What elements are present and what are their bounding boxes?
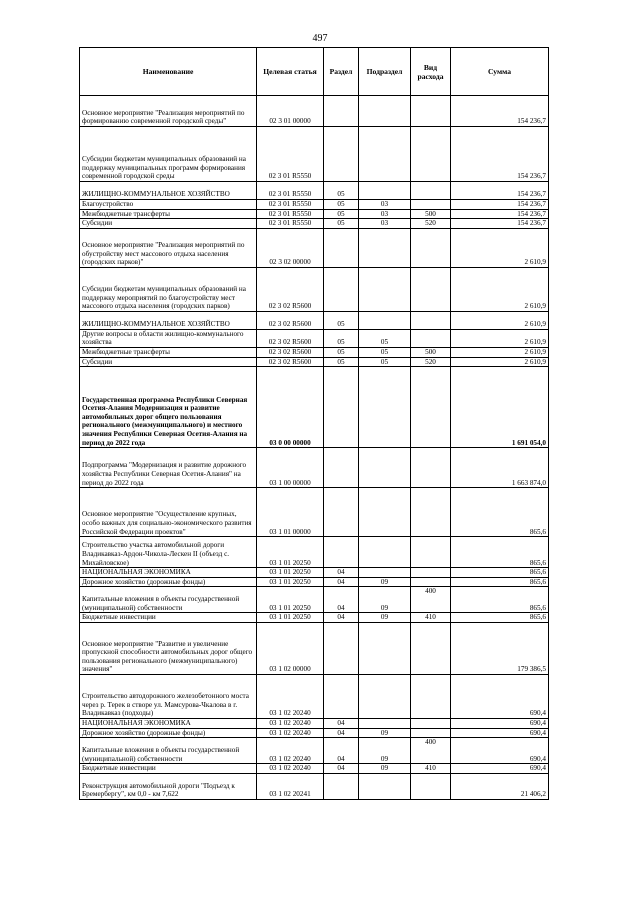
row-csr: 03 1 00 00000: [257, 448, 324, 488]
table-row: [80, 577, 549, 587]
table-row: [80, 728, 549, 738]
row-sum: 2 610,9: [451, 347, 549, 357]
row-csr: 03 1 02 00000: [257, 622, 324, 674]
row-razdel: [324, 127, 359, 182]
row-sum: 2 610,9: [451, 267, 549, 311]
row-razdel: 05: [324, 357, 359, 367]
row-vr: 410: [411, 613, 451, 623]
row-name: Основное мероприятие "Осуществление крупных, особо важных для социально-экономического развития Российской Федерации проектов": [80, 488, 257, 537]
budget-table: [79, 47, 549, 800]
row-name: Подпрограмма "Модернизация и развитие дорожного хозяйства Республики Северная Осетия-Алания" на период до 2022 года: [80, 448, 257, 488]
row-name: Субсидии бюджетам муниципальных образований на поддержку мероприятий по благоустройству мест массового отдыха населения (городских парков): [80, 267, 257, 311]
row-sum: 865,6: [451, 488, 549, 537]
row-razdel: 05: [324, 329, 359, 347]
header-podrazdel: Подраздел: [359, 48, 411, 96]
row-vr: [411, 622, 451, 674]
row-sum: 690,4: [451, 738, 549, 764]
row-name: Государственная программа Республики Северная Осетия-Алания Модернизация и развитие автомобильных дорог общего пользования регионального (межмуниципального) и местного значения Республики Северная Осетия-Алания на период до 2022 года: [80, 367, 257, 448]
row-sum: 154 236,7: [451, 209, 549, 219]
row-sum: 154 236,7: [451, 127, 549, 182]
row-name: Субсидии: [80, 219, 257, 229]
row-vr: [411, 674, 451, 718]
row-podrazdel: [359, 367, 411, 448]
row-vr: [411, 311, 451, 329]
row-razdel: [324, 367, 359, 448]
row-podrazdel: [359, 311, 411, 329]
row-name: Бюджетные инвестиции: [80, 613, 257, 623]
row-sum: 179 386,5: [451, 622, 549, 674]
row-podrazdel: [359, 488, 411, 537]
row-csr: 02 3 02 R5600: [257, 311, 324, 329]
table-row: [80, 182, 549, 200]
row-razdel: [324, 537, 359, 568]
row-name: НАЦИОНАЛЬНАЯ ЭКОНОМИКА: [80, 568, 257, 578]
row-razdel: 05: [324, 182, 359, 200]
row-vr: [411, 182, 451, 200]
row-vr: [411, 728, 451, 738]
row-vr: 400: [411, 738, 451, 764]
row-podrazdel: 05: [359, 329, 411, 347]
row-razdel: 05: [324, 200, 359, 210]
header-csr: Целевая статья: [257, 48, 324, 96]
table-row: [80, 773, 549, 799]
table-row: [80, 718, 549, 728]
row-podrazdel: 09: [359, 738, 411, 764]
row-vr: [411, 200, 451, 210]
row-vr: [411, 228, 451, 267]
row-razdel: 04: [324, 568, 359, 578]
row-name: Межбюджетные трансферты: [80, 347, 257, 357]
row-podrazdel: [359, 127, 411, 182]
table-row: [80, 367, 549, 448]
table-row: [80, 96, 549, 127]
row-name: Благоустройство: [80, 200, 257, 210]
row-csr: 03 1 01 00000: [257, 488, 324, 537]
row-name: НАЦИОНАЛЬНАЯ ЭКОНОМИКА: [80, 718, 257, 728]
row-podrazdel: 09: [359, 587, 411, 613]
row-name: Субсидии бюджетам муниципальных образований на поддержку муниципальных программ формирования современной городской среды: [80, 127, 257, 182]
row-sum: 154 236,7: [451, 182, 549, 200]
row-razdel: 04: [324, 738, 359, 764]
row-podrazdel: 03: [359, 219, 411, 229]
row-csr: 03 0 00 00000: [257, 367, 324, 448]
row-razdel: 05: [324, 219, 359, 229]
table-row: [80, 622, 549, 674]
row-csr: 03 1 02 20240: [257, 718, 324, 728]
table-row: [80, 347, 549, 357]
row-sum: 2 610,9: [451, 228, 549, 267]
row-name: Дорожное хозяйство (дорожные фонды): [80, 728, 257, 738]
row-podrazdel: [359, 674, 411, 718]
row-vr: [411, 367, 451, 448]
row-podrazdel: [359, 568, 411, 578]
row-podrazdel: 05: [359, 357, 411, 367]
row-csr: 02 3 01 R5550: [257, 219, 324, 229]
row-csr: 02 3 02 R5600: [257, 329, 324, 347]
row-vr: [411, 96, 451, 127]
header-sum: Сумма: [451, 48, 549, 96]
row-vr: [411, 329, 451, 347]
row-csr: 03 1 02 20241: [257, 773, 324, 799]
row-sum: 2 610,9: [451, 311, 549, 329]
row-podrazdel: [359, 718, 411, 728]
row-podrazdel: 09: [359, 764, 411, 774]
row-podrazdel: [359, 448, 411, 488]
row-csr: 02 3 02 00000: [257, 228, 324, 267]
header-row: [80, 48, 549, 96]
row-csr: 02 3 02 R5600: [257, 347, 324, 357]
table-row: [80, 127, 549, 182]
table-row: [80, 568, 549, 578]
row-name: Строительство участка автомобильной дороги Владикавказ-Ардон-Чикола-Лескен II (объезд с. Михайловское): [80, 537, 257, 568]
row-podrazdel: [359, 773, 411, 799]
header-razdel: Раздел: [324, 48, 359, 96]
table-row: [80, 613, 549, 623]
row-sum: 690,4: [451, 718, 549, 728]
row-vr: [411, 577, 451, 587]
row-vr: 500: [411, 209, 451, 219]
row-csr: 02 3 01 R5550: [257, 127, 324, 182]
row-csr: 02 3 01 R5550: [257, 209, 324, 219]
row-podrazdel: [359, 182, 411, 200]
table-row: [80, 200, 549, 210]
row-vr: [411, 773, 451, 799]
row-csr: 03 1 01 20250: [257, 613, 324, 623]
row-podrazdel: 03: [359, 200, 411, 210]
row-csr: 03 1 02 20240: [257, 738, 324, 764]
table-row: [80, 537, 549, 568]
row-vr: 410: [411, 764, 451, 774]
row-csr: 03 1 01 20250: [257, 537, 324, 568]
row-razdel: 05: [324, 311, 359, 329]
row-name: Реконструкция автомобильной дороги "Подъезд к Бремербергу", км 0,0 - км 7,622: [80, 773, 257, 799]
row-sum: 21 406,2: [451, 773, 549, 799]
row-podrazdel: [359, 228, 411, 267]
row-name: Основное мероприятие "Реализация мероприятий по обустройству мест массового отдыха населения (городских парков)": [80, 228, 257, 267]
row-name: Субсидии: [80, 357, 257, 367]
table-row: [80, 219, 549, 229]
row-razdel: 04: [324, 587, 359, 613]
row-podrazdel: [359, 96, 411, 127]
table-row: [80, 209, 549, 219]
row-sum: 865,6: [451, 613, 549, 623]
row-razdel: [324, 96, 359, 127]
header-name: Наименование: [80, 48, 257, 96]
row-vr: 520: [411, 219, 451, 229]
row-sum: 2 610,9: [451, 329, 549, 347]
row-razdel: [324, 622, 359, 674]
row-sum: 865,6: [451, 537, 549, 568]
row-sum: 1 663 874,0: [451, 448, 549, 488]
row-vr: [411, 488, 451, 537]
row-name: Дорожное хозяйство (дорожные фонды): [80, 577, 257, 587]
row-csr: 03 1 01 20250: [257, 587, 324, 613]
row-podrazdel: 09: [359, 577, 411, 587]
table-row: [80, 587, 549, 613]
header-vr: Вид расхода: [411, 48, 451, 96]
row-name: Бюджетные инвестиции: [80, 764, 257, 774]
row-sum: 690,4: [451, 764, 549, 774]
row-razdel: [324, 773, 359, 799]
row-csr: 02 3 02 R5600: [257, 267, 324, 311]
row-name: Строительство автодорожного железобетонного моста через р. Терек в створе ул. Мамсурова-Чкалова в г. Владикавказ (подходы): [80, 674, 257, 718]
row-podrazdel: 09: [359, 613, 411, 623]
row-vr: [411, 267, 451, 311]
row-name: Другие вопросы в области жилищно-коммунального хозяйства: [80, 329, 257, 347]
row-name: Межбюджетные трансферты: [80, 209, 257, 219]
row-csr: 03 1 02 20240: [257, 674, 324, 718]
table-row: [80, 311, 549, 329]
table-row: [80, 488, 549, 537]
row-razdel: [324, 228, 359, 267]
row-name: Капитальные вложения в объекты государственной (муниципальной) собственности: [80, 738, 257, 764]
row-vr: [411, 537, 451, 568]
row-sum: 154 236,7: [451, 219, 549, 229]
row-sum: 865,6: [451, 568, 549, 578]
row-razdel: 04: [324, 728, 359, 738]
table-row: [80, 228, 549, 267]
table-row: [80, 674, 549, 718]
row-vr: [411, 718, 451, 728]
row-sum: 865,6: [451, 577, 549, 587]
row-razdel: [324, 674, 359, 718]
row-csr: 03 1 01 20250: [257, 577, 324, 587]
row-podrazdel: [359, 267, 411, 311]
row-name: ЖИЛИЩНО-КОММУНАЛЬНОЕ ХОЗЯЙСТВО: [80, 311, 257, 329]
row-vr: 500: [411, 347, 451, 357]
page-number: 497: [312, 33, 328, 44]
row-csr: 03 1 02 20240: [257, 764, 324, 774]
row-vr: [411, 568, 451, 578]
row-csr: 03 1 01 20250: [257, 568, 324, 578]
row-razdel: [324, 267, 359, 311]
row-razdel: 04: [324, 613, 359, 623]
row-name: Основное мероприятие "Реализация мероприятий по формированию современной городской среды": [80, 96, 257, 127]
row-name: ЖИЛИЩНО-КОММУНАЛЬНОЕ ХОЗЯЙСТВО: [80, 182, 257, 200]
row-razdel: 04: [324, 764, 359, 774]
table-row: [80, 448, 549, 488]
table-row: [80, 357, 549, 367]
row-razdel: 05: [324, 347, 359, 357]
row-razdel: [324, 448, 359, 488]
row-csr: 02 3 02 R5600: [257, 357, 324, 367]
row-csr: 02 3 01 R5550: [257, 200, 324, 210]
row-name: Капитальные вложения в объекты государственной (муниципальной) собственности: [80, 587, 257, 613]
row-vr: [411, 448, 451, 488]
row-name: Основное мероприятие "Развитие и увеличение пропускной способности автомобильных дорог общего пользования регионального (межмуниципального) значения": [80, 622, 257, 674]
row-sum: 690,4: [451, 728, 549, 738]
row-csr: 02 3 01 R5550: [257, 182, 324, 200]
row-razdel: 05: [324, 209, 359, 219]
row-podrazdel: 09: [359, 728, 411, 738]
row-vr: 520: [411, 357, 451, 367]
table-row: [80, 764, 549, 774]
row-sum: 690,4: [451, 674, 549, 718]
row-podrazdel: 05: [359, 347, 411, 357]
table-row: [80, 329, 549, 347]
row-razdel: 04: [324, 577, 359, 587]
row-sum: 1 691 054,0: [451, 367, 549, 448]
table-row: [80, 267, 549, 311]
row-sum: 154 236,7: [451, 200, 549, 210]
row-vr: 400: [411, 587, 451, 613]
row-podrazdel: [359, 537, 411, 568]
row-podrazdel: [359, 622, 411, 674]
row-csr: 02 3 01 00000: [257, 96, 324, 127]
row-razdel: [324, 488, 359, 537]
row-vr: [411, 127, 451, 182]
row-csr: 03 1 02 20240: [257, 728, 324, 738]
row-sum: 865,6: [451, 587, 549, 613]
row-razdel: 04: [324, 718, 359, 728]
row-podrazdel: 03: [359, 209, 411, 219]
row-sum: 2 610,9: [451, 357, 549, 367]
row-sum: 154 236,7: [451, 96, 549, 127]
table-row: [80, 738, 549, 764]
